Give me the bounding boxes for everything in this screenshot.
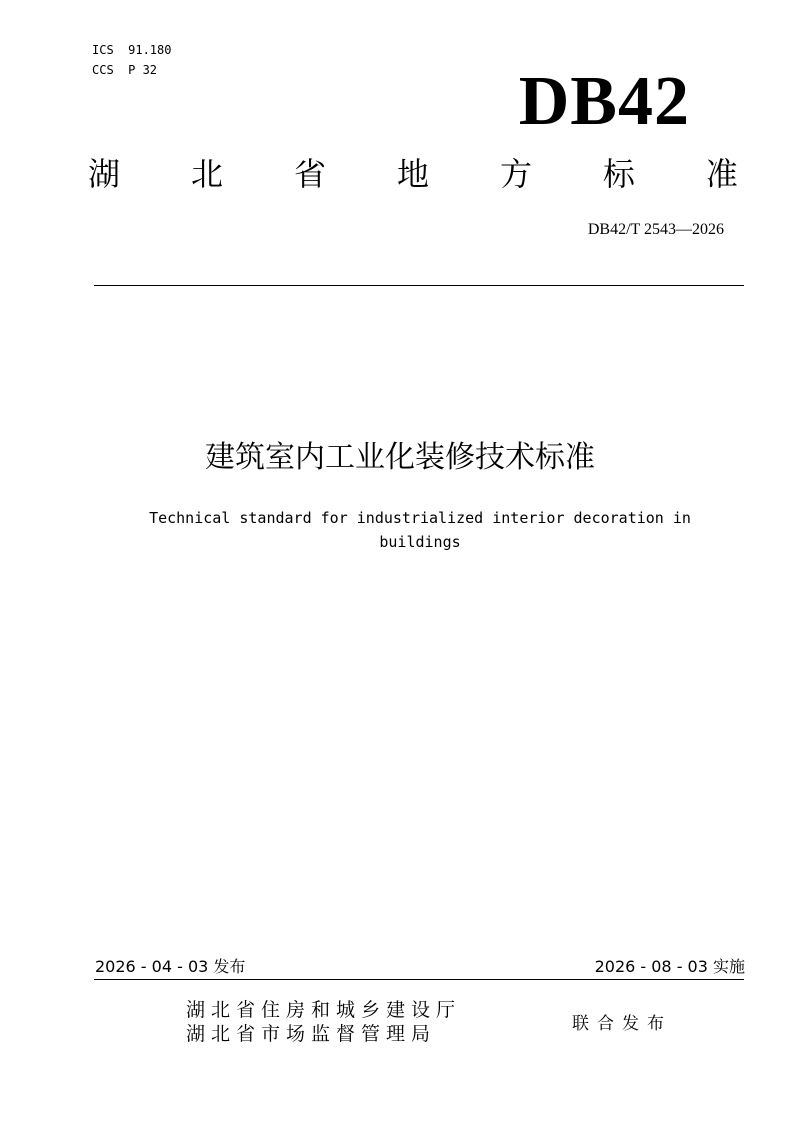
issuer-line: 湖北省市场监督管理局 — [186, 1023, 437, 1045]
heading-char: 北 — [190, 155, 223, 193]
english-title-line: Technical standard for industrialized interior decoration in — [149, 509, 691, 527]
document-title-english — [120, 506, 720, 554]
heading-char: 准 — [705, 155, 738, 193]
publish-date: 2026 - 04 - 03 发布 — [95, 957, 246, 976]
top-divider — [94, 285, 744, 286]
standard-number: DB42/T 2543—2026 — [587, 221, 724, 238]
bottom-divider — [94, 979, 744, 980]
classification-codes — [92, 40, 171, 80]
issuer-line: 湖北省住房和城乡建设厅 — [186, 999, 462, 1021]
ics-code: ICS 91.180 — [92, 43, 172, 57]
document-title-chinese: 建筑室内工业化装修技术标准 — [205, 440, 595, 475]
province-standard-heading — [88, 152, 738, 196]
joint-issue-label: 联合发布 — [572, 1014, 672, 1034]
standard-logo: DB42 — [518, 63, 690, 140]
heading-char: 省 — [293, 155, 326, 193]
heading-char: 方 — [499, 155, 532, 193]
heading-char: 地 — [396, 155, 429, 193]
ccs-code: CCS P 32 — [92, 63, 158, 77]
heading-char: 湖 — [88, 155, 121, 193]
implementation-date: 2026 - 08 - 03 实施 — [594, 957, 745, 976]
issuing-authorities — [186, 998, 461, 1046]
english-title-line: buildings — [379, 533, 461, 551]
heading-char: 标 — [602, 155, 635, 193]
